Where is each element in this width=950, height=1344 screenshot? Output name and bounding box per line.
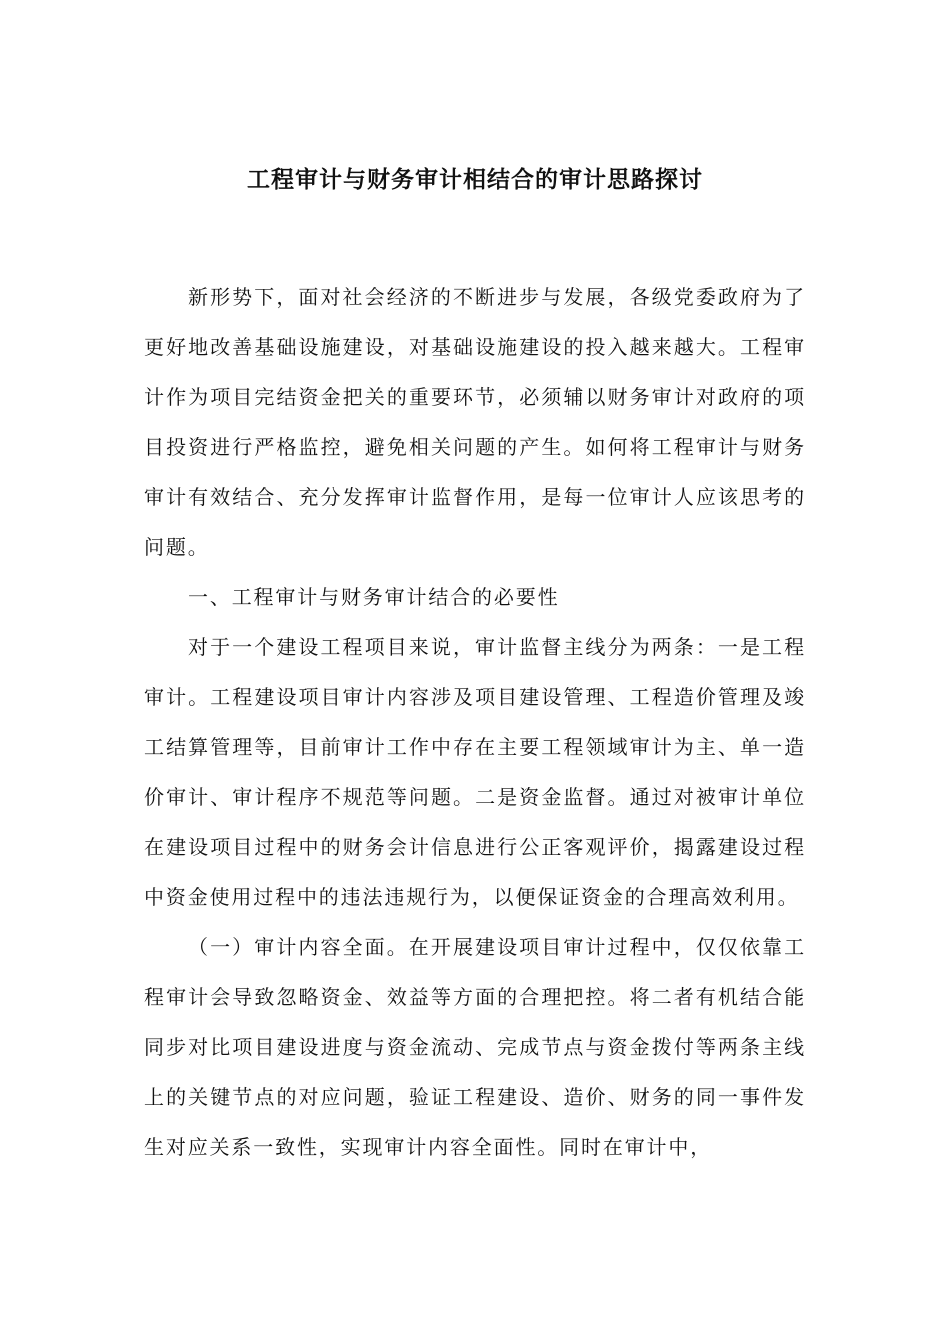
section-heading: 一、工程审计与财务审计结合的必要性 xyxy=(188,585,560,609)
paragraph-subsection-1: （一）审计内容全面。在开展建设项目审计过程中，仅仅依靠工程审计会导致忽略资金、效益等方面的合理把控。将二者有机结合能同步对比项目建设进度与资金流动、完成节点与资金拨付等两条主线上的关键节点的对应问题，验证工程建设、造价、财务的同一事件发生对应关系一致性，实现审计内容全面性。同时在审计中， xyxy=(144,935,806,1159)
document-title: 工程审计与财务审计相结合的审计思路探讨 xyxy=(247,166,703,193)
paragraph-intro: 新形势下，面对社会经济的不断进步与发展，各级党委政府为了更好地改善基础设施建设，对基础设施建设的投入越来越大。工程审计作为项目完结资金把关的重要环节，必须辅以财务审计对政府的项目投资进行严格监控，避免相关问题的产生。如何将工程审计与财务审计有效结合、充分发挥审计监督作用，是每一位审计人应该思考的问题。 xyxy=(144,285,806,559)
document-body xyxy=(144,272,806,1172)
paragraph-main-lines: 对于一个建设工程项目来说，审计监督主线分为两条：一是工程审计。工程建设项目审计内容涉及项目建设管理、工程造价管理及竣工结算管理等，目前审计工作中存在主要工程领域审计为主、单一造价审计、审计程序不规范等问题。二是资金监督。通过对被审计单位在建设项目过程中的财务会计信息进行公正客观评价，揭露建设过程中资金使用过程中的违法违规行为，以便保证资金的合理高效利用。 xyxy=(144,635,806,909)
